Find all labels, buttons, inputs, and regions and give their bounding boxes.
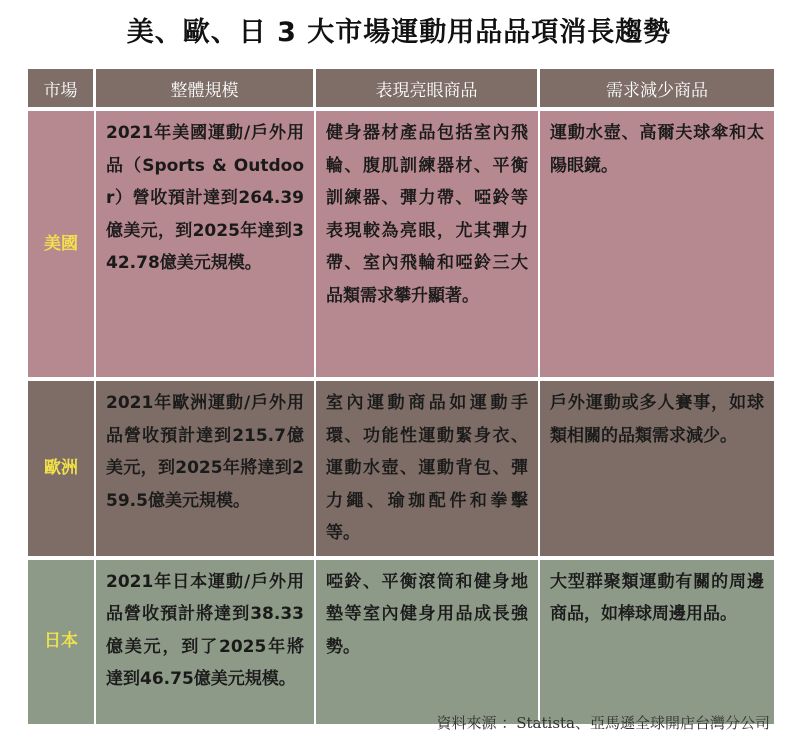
header-scale: 整體規模	[96, 69, 316, 107]
scale-cell	[96, 107, 316, 377]
page-title: 美、歐、日 3 大市場運動用品品項消長趨勢	[126, 17, 672, 48]
header-market: 市場	[28, 69, 96, 107]
scale-cell	[96, 377, 316, 556]
decline-text: 大型群聚類運動有關的周邊商品，如棒球周邊用品。	[550, 571, 764, 624]
trend-table	[28, 69, 774, 724]
highlight-text: 室內運動商品如運動手環、功能性運動緊身衣、運動水壺、運動背包、彈力繩、瑜珈配件和拳擊等。	[326, 393, 528, 543]
highlight-cell	[316, 107, 540, 377]
table-row-jp	[28, 556, 774, 724]
table-row-eu	[28, 377, 774, 556]
highlight-cell	[316, 377, 540, 556]
scale-cell	[96, 556, 316, 724]
header-decline: 需求減少商品	[540, 69, 774, 107]
scale-text: 2021年美國運動/戶外用品（Sports & Outdoor）營收預計達到264.39億美元，到2025年達到342.78億美元規模。	[106, 123, 304, 273]
market-cell: 日本	[28, 556, 96, 724]
market-cell: 美國	[28, 107, 96, 377]
table-row-us	[28, 107, 774, 377]
decline-text: 運動水壺、高爾夫球傘和太陽眼鏡。	[550, 123, 764, 176]
decline-cell	[540, 556, 774, 724]
header-highlight: 表現亮眼商品	[316, 69, 540, 107]
market-cell: 歐洲	[28, 377, 96, 556]
table-header-row	[28, 69, 774, 107]
decline-cell	[540, 377, 774, 556]
scale-text: 2021年歐洲運動/戶外用品營收預計達到215.7億美元，到2025年將達到259.5億美元規模。	[106, 393, 304, 511]
highlight-cell	[316, 556, 540, 724]
decline-cell	[540, 107, 774, 377]
decline-text: 戶外運動或多人賽事，如球類相關的品類需求減少。	[550, 393, 764, 446]
highlight-text: 啞鈴、平衡滾筒和健身地墊等室內健身用品成長強勢。	[326, 571, 528, 657]
scale-text: 2021年日本運動/戶外用品營收預計將達到38.33億美元，到了2025年將達到46.75億美元規模。	[106, 571, 304, 689]
highlight-text: 健身器材產品包括室內飛輪、腹肌訓練器材、平衡訓練器、彈力帶、啞鈴等表現較為亮眼，尤其彈力帶、室內飛輪和啞鈴三大品類需求攀升顯著。	[326, 123, 528, 306]
source-note: 資料來源 ：Statista、亞馬遜全球開店台灣分公司	[436, 714, 770, 732]
